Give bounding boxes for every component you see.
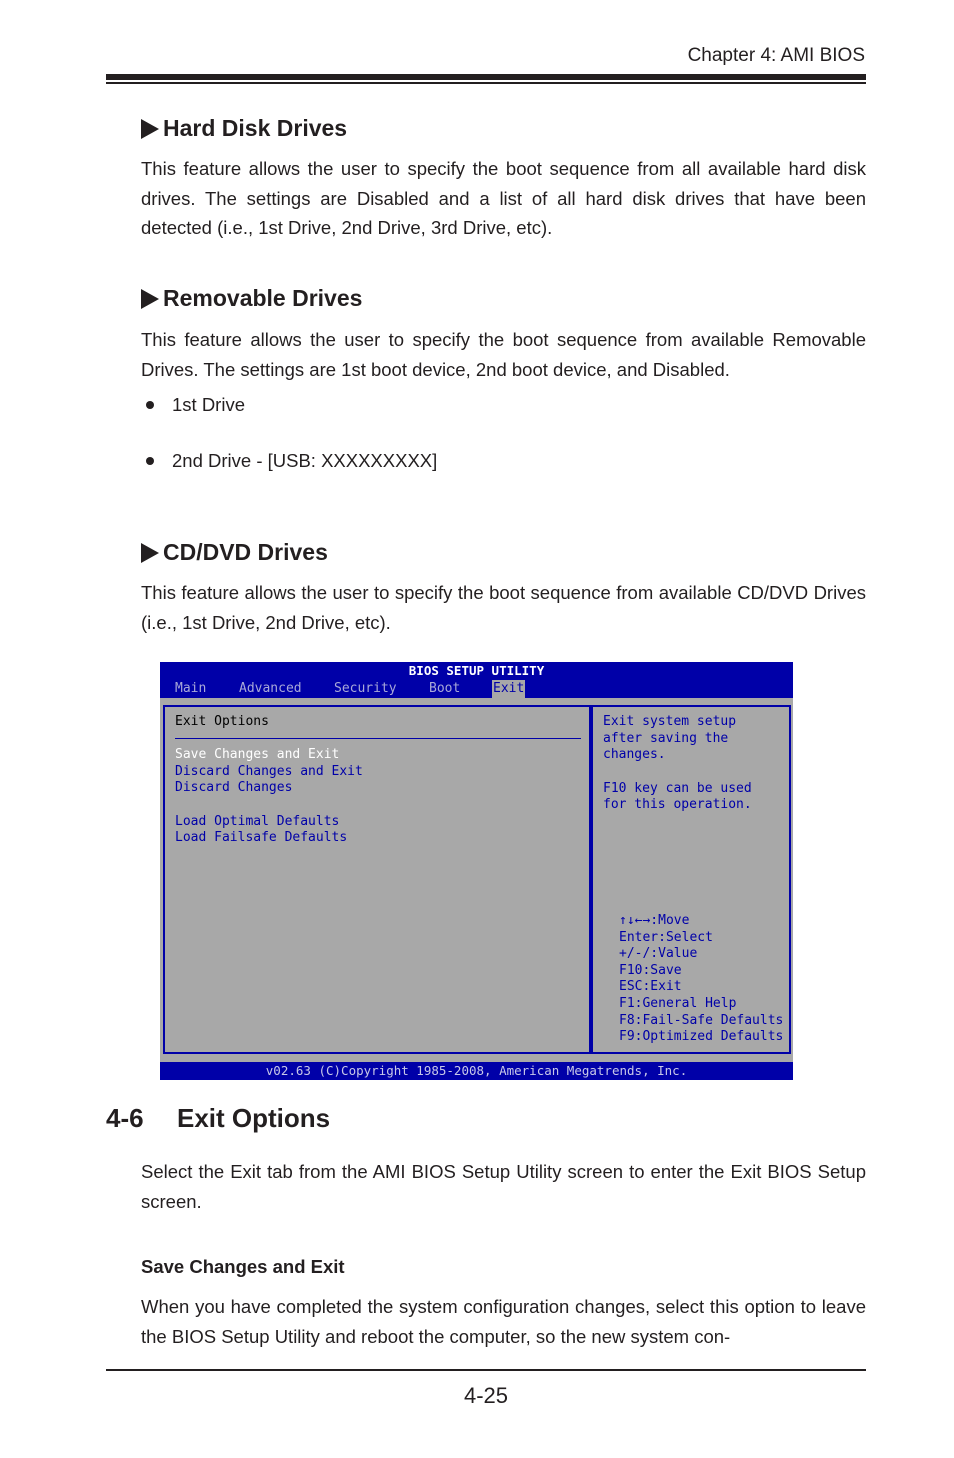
triangle-bullet-icon: [141, 119, 159, 139]
header-rule-thin: [106, 82, 866, 84]
bios-panel-title: Exit Options: [175, 714, 269, 729]
bios-divider: [175, 738, 581, 739]
list-item: [141, 450, 437, 472]
footer-rule: [106, 1369, 866, 1371]
list-item: [141, 394, 245, 416]
bios-tab-main[interactable]: Main: [175, 681, 207, 696]
bios-help-line: changes.: [603, 747, 666, 762]
bios-help-line: for this operation.: [603, 797, 752, 812]
subsection-title: Save Changes and Exit: [141, 1256, 345, 1277]
bullet-dot-icon: [146, 457, 154, 465]
bios-tab-boot[interactable]: Boot: [429, 681, 461, 696]
bios-tab-advanced[interactable]: Advanced: [239, 681, 302, 696]
bios-key-hint: F8:Fail-Safe Defaults: [619, 1013, 784, 1028]
section-cddvd-body: This feature allows the user to specify the boot sequence from available CD/DVD Drives (i.e., 1st Drive, 2nd Drive, etc).: [141, 582, 866, 633]
section-heading: [106, 1103, 330, 1134]
bios-key-hint: ↑↓←→:Move: [619, 913, 690, 928]
section-hdd-body: This feature allows the user to specify the boot sequence from all available hard disk drives. The settings are Disabled and a list of all hard disk drives that have been detected (i.e., 1st Drive, 2nd Drive, 3rd Drive, etc).: [141, 158, 866, 238]
bios-help-line: F10 key can be used: [603, 781, 752, 796]
bios-key-hint: F10:Save: [619, 963, 682, 978]
section-hdd-title: Hard Disk Drives: [163, 115, 348, 141]
bios-status-bar: v02.63 (C)Copyright 1985-2008, American Megatrends, Inc.: [160, 1062, 793, 1080]
bios-key-hint: F9:Optimized Defaults: [619, 1029, 784, 1044]
list-item-text: 1st Drive: [172, 394, 245, 415]
section-number: 4-6: [106, 1103, 144, 1133]
bullet-dot-icon: [146, 401, 154, 409]
page-number: 4-25: [463, 1383, 509, 1408]
bios-help-line: after saving the: [603, 731, 729, 746]
section-removable-heading: [141, 285, 362, 312]
bios-option-save-exit[interactable]: Save Changes and Exit: [175, 747, 340, 762]
bios-screenshot: [160, 662, 793, 1080]
chapter-header: Chapter 4: AMI BIOS: [687, 45, 865, 66]
section-removable-body: This feature allows the user to specify the boot sequence from available Removable Drives. The settings are 1st boot device, 2nd boot device, and Disabled.: [141, 329, 866, 380]
section-title: Exit Options: [177, 1103, 331, 1133]
bios-key-hint: ESC:Exit: [619, 979, 682, 994]
header-rule-thick: [106, 74, 866, 80]
bios-key-hint: +/-/:Value: [619, 946, 698, 961]
list-item-text: 2nd Drive - [USB: XXXXXXXXX]: [172, 450, 438, 471]
section-removable-title: Removable Drives: [163, 285, 363, 311]
triangle-bullet-icon: [141, 543, 159, 563]
bios-key-hint: F1:General Help: [619, 996, 737, 1011]
bios-tab-exit[interactable]: Exit: [493, 681, 525, 696]
bios-menu-bar: [160, 680, 793, 698]
section-cddvd-heading: [141, 539, 328, 566]
bios-option-load-failsafe[interactable]: Load Failsafe Defaults: [175, 830, 348, 845]
bios-option-discard[interactable]: Discard Changes: [175, 780, 293, 795]
triangle-bullet-icon: [141, 289, 159, 309]
section-cddvd-title: CD/DVD Drives: [163, 539, 328, 565]
bios-title-bar: BIOS SETUP UTILITY: [160, 662, 793, 680]
bios-help-line: Exit system setup: [603, 714, 737, 729]
bios-option-discard-exit[interactable]: Discard Changes and Exit: [175, 764, 363, 779]
bios-option-load-optimal[interactable]: Load Optimal Defaults: [175, 814, 340, 829]
subsection-body: When you have completed the system configuration changes, select this option to leave the BIOS Setup Utility and reboot the computer, so the new system con-: [141, 1296, 866, 1347]
bios-tab-security[interactable]: Security: [334, 681, 397, 696]
exit-intro-body: Select the Exit tab from the AMI BIOS Setup Utility screen to enter the Exit BIOS Setup screen.: [141, 1161, 866, 1212]
bios-key-hint: Enter:Select: [619, 930, 713, 945]
section-hdd-heading: [141, 115, 347, 142]
